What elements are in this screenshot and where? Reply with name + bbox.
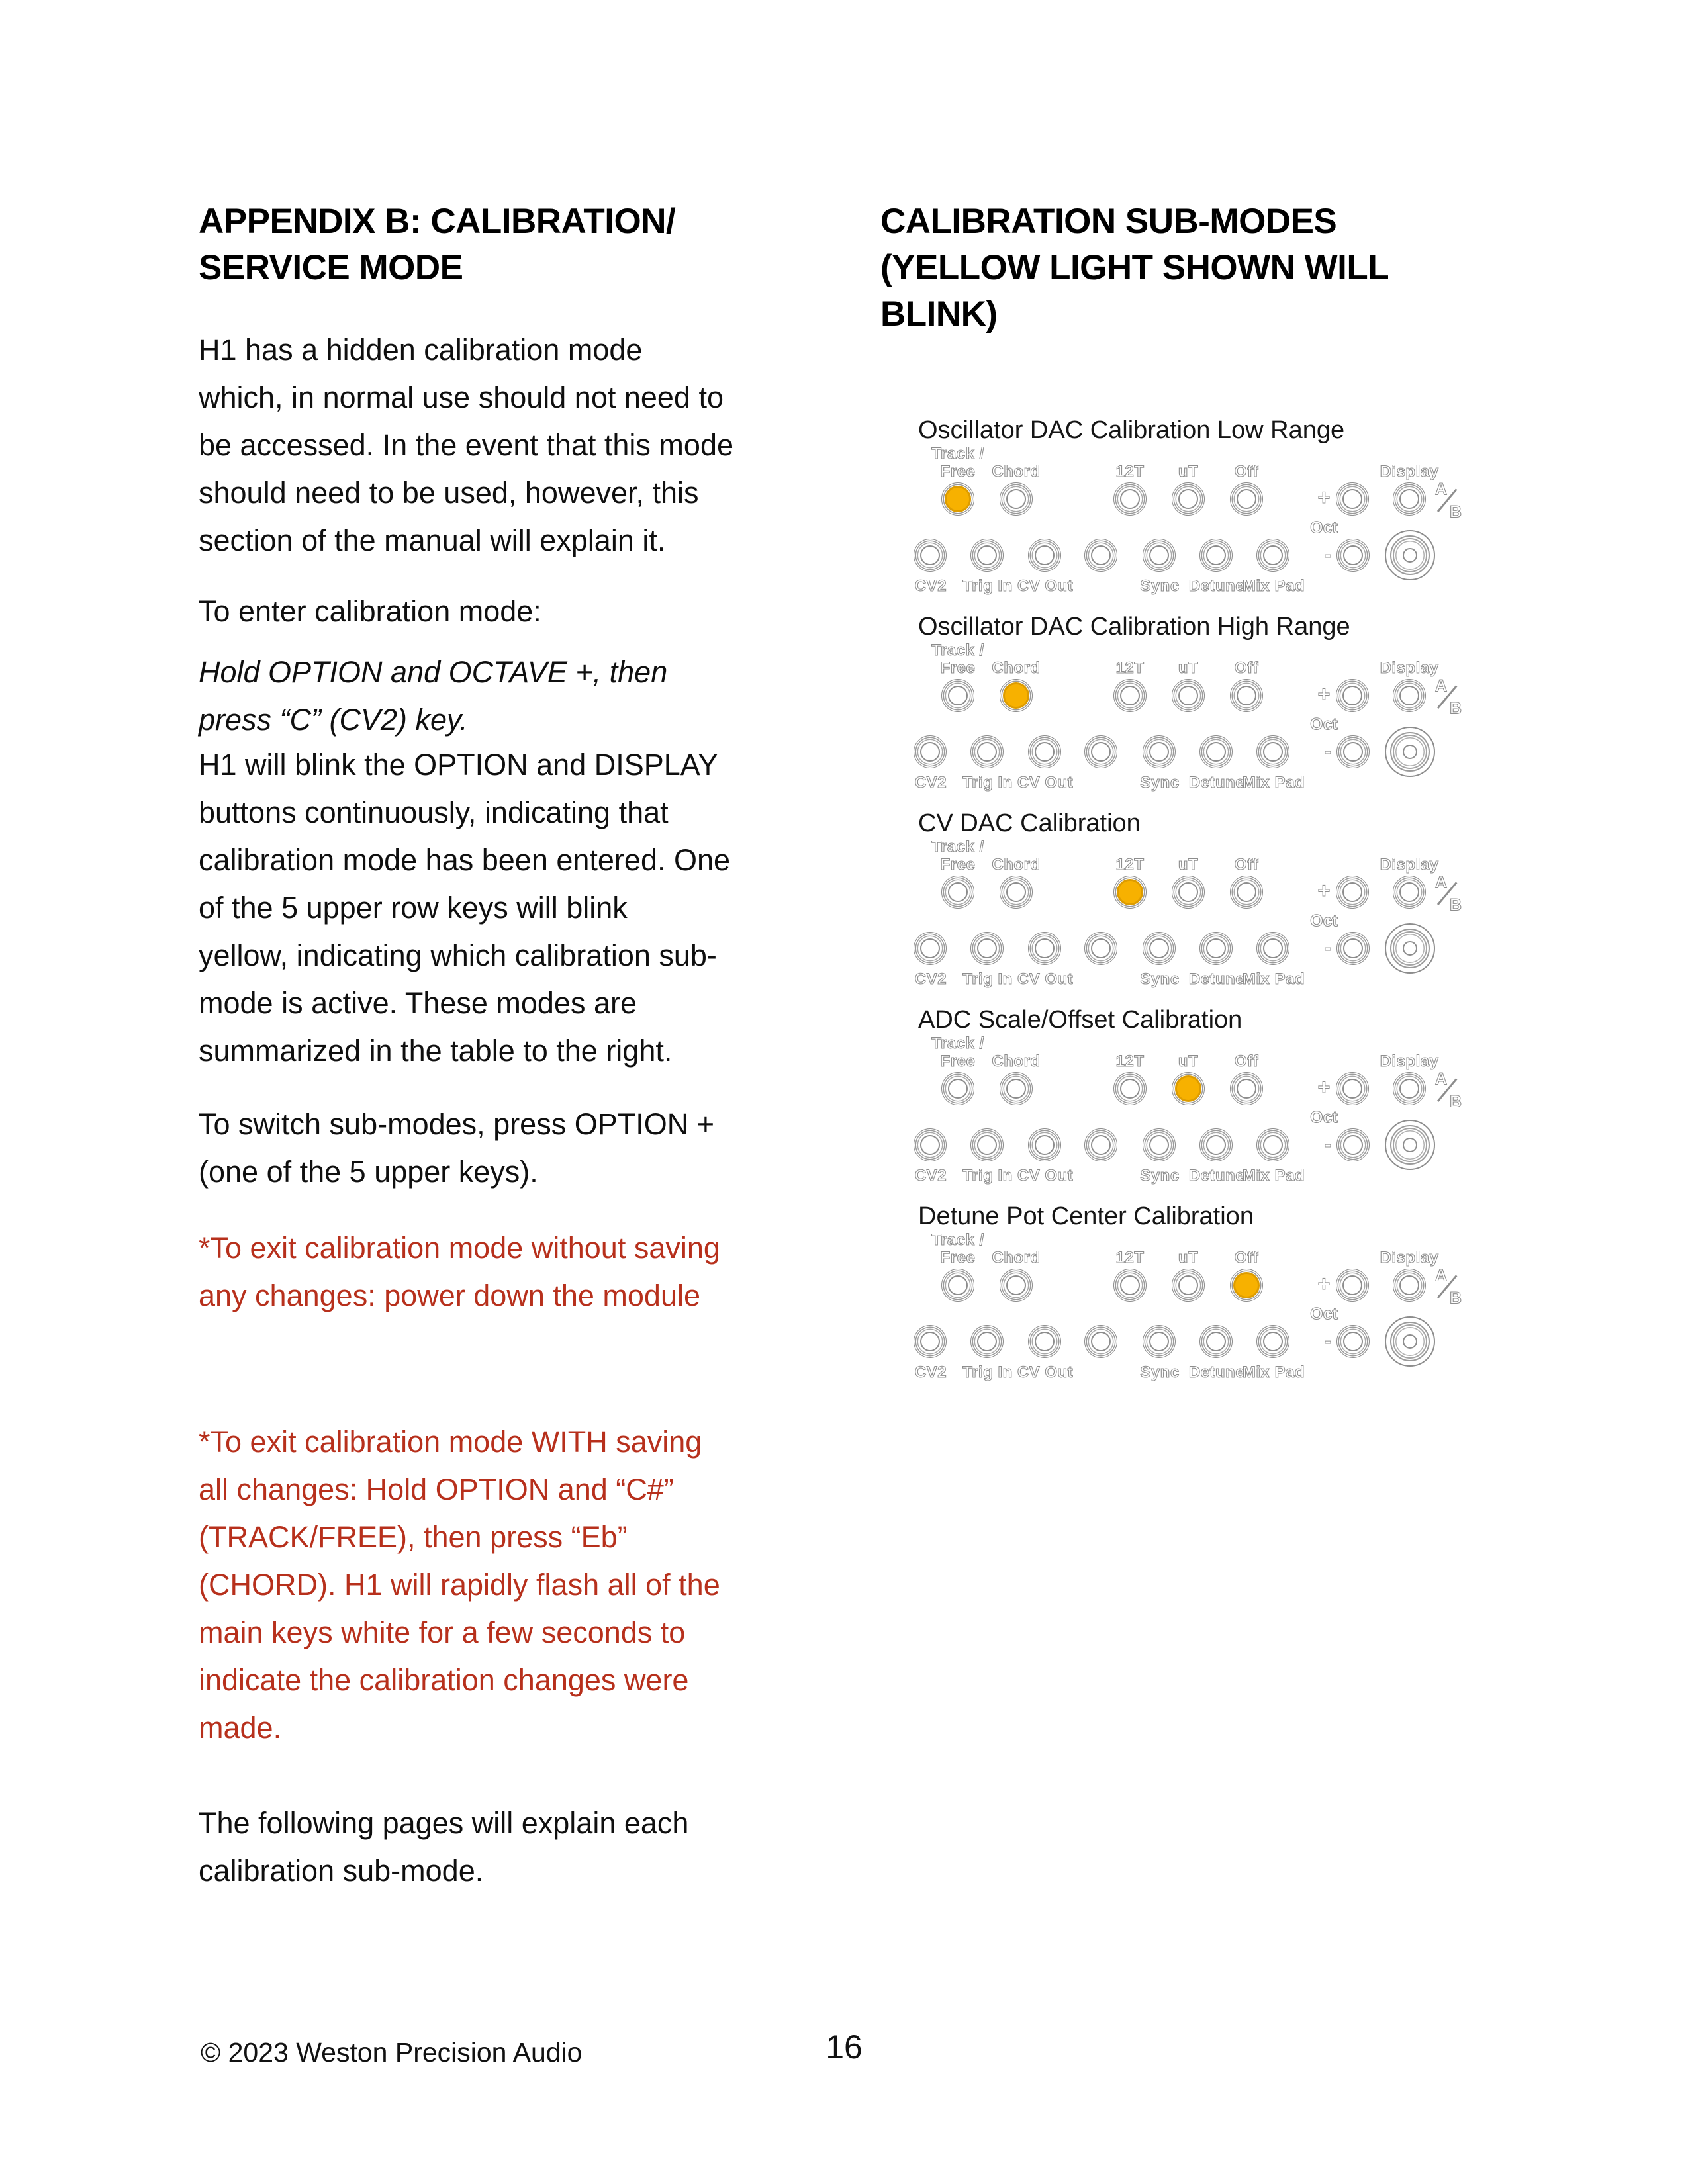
- label-line: Chord: [992, 463, 1041, 480]
- diagram-title: Detune Pot Center Calibration: [918, 1203, 1254, 1230]
- label-mix-pad: Mix Pad: [1242, 577, 1305, 595]
- label-line: uT: [1178, 1052, 1199, 1070]
- label-sync: Sync: [1140, 1363, 1180, 1381]
- oct-label: Oct: [1310, 715, 1338, 734]
- label-off: [1235, 463, 1258, 480]
- encoder-knob: [1385, 727, 1435, 777]
- label-chord: [992, 659, 1040, 677]
- key-12t: [1113, 1072, 1147, 1105]
- text-line: yellow, indicating which calibration sub-: [199, 938, 717, 972]
- text-line: (CHORD). H1 will rapidly flash all of the: [199, 1568, 720, 1602]
- key-trig-in: [970, 539, 1004, 572]
- key-track-free: [941, 876, 974, 909]
- label-cv-out: CV Out: [1017, 970, 1074, 988]
- display-a-label: A: [1434, 676, 1448, 696]
- key-track-free: [941, 1269, 974, 1302]
- label-sync: Sync: [1140, 774, 1180, 792]
- text-line: main keys white for a few seconds to: [199, 1615, 686, 1649]
- diagram-title: Oscillator DAC Calibration Low Range: [918, 416, 1345, 444]
- label-line: 12T: [1115, 463, 1145, 480]
- text-line: The following pages will explain each: [199, 1806, 689, 1840]
- octave-plus-label: +: [1317, 878, 1331, 903]
- heading-line: APPENDIX B: CALIBRATION/: [199, 202, 676, 241]
- paragraph: [199, 1224, 927, 1320]
- label-line: Off: [1234, 463, 1259, 480]
- label-line: Chord: [992, 1249, 1041, 1267]
- label-line: Free: [940, 856, 976, 874]
- label-trig-in: Trig In: [962, 970, 1013, 988]
- key-mix-pad: [1256, 1325, 1289, 1358]
- label-detune: Detune: [1188, 970, 1245, 988]
- key-sync: [1143, 539, 1176, 572]
- label-track-free: [931, 445, 984, 480]
- text-line: all changes: Hold OPTION and “C#”: [199, 1473, 674, 1506]
- label-track-free: [931, 641, 984, 677]
- label-12t: [1116, 659, 1145, 677]
- label-mix-pad: Mix Pad: [1242, 970, 1305, 988]
- display-a-label: A: [1434, 873, 1448, 892]
- key-12t: [1113, 679, 1147, 712]
- label-mix-pad: Mix Pad: [1242, 1167, 1305, 1185]
- text-line: indicate the calibration changes were: [199, 1663, 689, 1697]
- display-a-label: A: [1434, 480, 1448, 499]
- label-line: Off: [1234, 1249, 1259, 1267]
- octave-plus-label: +: [1317, 682, 1331, 706]
- label-trig-in: Trig In: [962, 1167, 1013, 1185]
- label-off: [1235, 1249, 1258, 1267]
- key-12t: [1113, 1269, 1147, 1302]
- label-line: uT: [1178, 856, 1199, 874]
- octave-minus-label: -: [1324, 1328, 1332, 1353]
- text-line: should need to be used, however, this: [199, 476, 699, 510]
- label-line: Free: [940, 463, 976, 480]
- key-octave-plus: [1336, 1269, 1369, 1302]
- label-cv2: CV2: [914, 970, 947, 988]
- text-line: press “C” (CV2) key.: [199, 703, 468, 737]
- diagram-title: CV DAC Calibration: [918, 809, 1141, 837]
- text-line: section of the manual will explain it.: [199, 523, 666, 557]
- heading-line: BLINK): [880, 295, 998, 334]
- label-detune: Detune: [1188, 1363, 1245, 1381]
- label-mix-pad: Mix Pad: [1242, 774, 1305, 792]
- label-chord: [992, 1249, 1040, 1267]
- label-line: uT: [1178, 659, 1199, 677]
- key-octave-minus: [1336, 1128, 1370, 1161]
- text-line: mode is active. These modes are: [199, 986, 637, 1020]
- label-trig-in: Trig In: [962, 577, 1013, 595]
- text-line: which, in normal use should not need to: [199, 381, 724, 414]
- octave-plus-label: +: [1317, 485, 1331, 510]
- key-cv-out: [1028, 735, 1061, 768]
- label-chord: [992, 1052, 1040, 1070]
- label-trig-in: Trig In: [962, 1363, 1013, 1381]
- label-track-free: [931, 1231, 984, 1267]
- key-chord: [1000, 1072, 1033, 1105]
- label-line: 12T: [1115, 856, 1145, 874]
- label-cv-out: CV Out: [1017, 1167, 1074, 1185]
- label-line: Free: [940, 1249, 976, 1267]
- encoder-knob: [1385, 1316, 1435, 1367]
- text-line: of the 5 upper row keys will blink: [199, 891, 628, 925]
- label-line: Free: [940, 659, 976, 677]
- oct-label: Oct: [1310, 1304, 1338, 1324]
- key-octave-minus: [1336, 735, 1370, 768]
- label-mix-pad: Mix Pad: [1242, 1363, 1305, 1381]
- key-display: [1393, 1269, 1426, 1302]
- key-octave-plus: [1336, 679, 1369, 712]
- key-sync: [1143, 1325, 1176, 1358]
- diagram-title: Oscillator DAC Calibration High Range: [918, 613, 1350, 641]
- label-off: [1235, 856, 1258, 874]
- label-cv2: CV2: [914, 1363, 947, 1381]
- label-chord: [992, 856, 1040, 874]
- diagram-submode-5: [880, 1203, 1503, 1398]
- key-track-free: [941, 679, 974, 712]
- label-detune: Detune: [1188, 774, 1245, 792]
- label-line: Off: [1234, 856, 1259, 874]
- label-cv2: CV2: [914, 1167, 947, 1185]
- label-12t: [1116, 463, 1145, 480]
- encoder-knob: [1385, 1120, 1435, 1170]
- label-line: Off: [1234, 659, 1259, 677]
- label-ut: [1178, 659, 1198, 677]
- key-12t: [1113, 482, 1147, 516]
- label-cv-out: CV Out: [1017, 774, 1074, 792]
- text-line: be accessed. In the event that this mode: [199, 428, 734, 462]
- label-display: Display: [1380, 1052, 1439, 1070]
- text-line: To switch sub-modes, press OPTION +: [199, 1107, 714, 1141]
- key-detune: [1199, 735, 1233, 768]
- key-cv-out: [1028, 1325, 1061, 1358]
- key-sync: [1143, 1128, 1176, 1161]
- key-cv-out: [1028, 1128, 1061, 1161]
- key-detune: [1199, 1128, 1233, 1161]
- label-12t: [1116, 856, 1145, 874]
- key-track-free: [941, 482, 974, 516]
- text-line: (TRACK/FREE), then press “Eb”: [199, 1520, 628, 1554]
- text-line: buttons continuously, indicating that: [199, 796, 669, 829]
- label-line: 12T: [1115, 659, 1145, 677]
- label-line: Off: [1234, 1052, 1259, 1070]
- label-chord: [992, 463, 1040, 480]
- key-sync: [1143, 932, 1176, 965]
- text-line: H1 will blink the OPTION and DISPLAY: [199, 748, 718, 782]
- display-b-label: B: [1449, 895, 1462, 915]
- key-octave-plus: [1336, 1072, 1369, 1105]
- label-line: uT: [1178, 1249, 1199, 1267]
- display-b-label: B: [1449, 502, 1462, 522]
- label-display: Display: [1380, 659, 1439, 677]
- key-chord: [1000, 1269, 1033, 1302]
- key-trig-in: [970, 1128, 1004, 1161]
- label-track-free: [931, 838, 984, 874]
- encoder-knob: [1385, 530, 1435, 580]
- key-off: [1230, 482, 1263, 516]
- paragraph: [199, 588, 927, 635]
- appendix-heading: [199, 199, 675, 291]
- paragraph: [199, 649, 927, 744]
- label-line: Chord: [992, 659, 1041, 677]
- key-chord: [1000, 876, 1033, 909]
- label-display: Display: [1380, 463, 1439, 480]
- label-ut: [1178, 1052, 1198, 1070]
- label-line: 12T: [1115, 1052, 1145, 1070]
- text-line: H1 has a hidden calibration mode: [199, 333, 643, 367]
- octave-plus-label: +: [1317, 1075, 1331, 1099]
- key-octave-minus: [1336, 1325, 1370, 1358]
- label-off: [1235, 1052, 1258, 1070]
- paragraph: [199, 741, 927, 1075]
- paragraph: [199, 1101, 927, 1196]
- key-mix-pad: [1256, 932, 1289, 965]
- key-sync: [1143, 735, 1176, 768]
- key-off: [1230, 1072, 1263, 1105]
- key-octave-plus: [1336, 876, 1369, 909]
- diagram-submode-3: [880, 809, 1503, 1005]
- display-a-label: A: [1434, 1266, 1448, 1285]
- key-ut: [1172, 1269, 1205, 1302]
- key-chord: [1000, 679, 1033, 712]
- key-blank: [1084, 1325, 1117, 1358]
- key-track-free: [941, 1072, 974, 1105]
- label-display: Display: [1380, 1249, 1439, 1267]
- diagram-submode-1: [880, 416, 1503, 612]
- diagram-submode-4: [880, 1006, 1503, 1201]
- label-line: Track /: [931, 1034, 984, 1052]
- key-cv2: [914, 1128, 947, 1161]
- label-ut: [1178, 856, 1198, 874]
- label-line: Track /: [931, 641, 984, 659]
- key-trig-in: [970, 1325, 1004, 1358]
- label-trig-in: Trig In: [962, 774, 1013, 792]
- key-mix-pad: [1256, 735, 1289, 768]
- text-line: calibration sub-mode.: [199, 1854, 484, 1888]
- label-line: Track /: [931, 445, 984, 463]
- text-line: calibration mode has been entered. One: [199, 843, 731, 877]
- text-line: (one of the 5 upper keys).: [199, 1155, 538, 1189]
- key-ut: [1172, 1072, 1205, 1105]
- label-ut: [1178, 463, 1198, 480]
- label-track-free: [931, 1034, 984, 1070]
- submodes-heading: [880, 199, 1389, 338]
- oct-label: Oct: [1310, 1108, 1338, 1127]
- text-line: any changes: power down the module: [199, 1279, 700, 1312]
- page-number: 16: [825, 2028, 863, 2066]
- display-b-label: B: [1449, 1092, 1462, 1111]
- label-detune: Detune: [1188, 1167, 1245, 1185]
- oct-label: Oct: [1310, 911, 1338, 931]
- display-b-label: B: [1449, 699, 1462, 718]
- key-octave-plus: [1336, 482, 1369, 516]
- heading-line: SERVICE MODE: [199, 248, 463, 287]
- diagram-submode-2: [880, 613, 1503, 808]
- oct-label: Oct: [1310, 518, 1338, 537]
- label-off: [1235, 659, 1258, 677]
- octave-minus-label: -: [1324, 935, 1332, 960]
- key-off: [1230, 679, 1263, 712]
- key-blank: [1084, 539, 1117, 572]
- key-ut: [1172, 482, 1205, 516]
- octave-minus-label: -: [1324, 1132, 1332, 1156]
- text-line: summarized in the table to the right.: [199, 1034, 673, 1068]
- key-octave-minus: [1336, 932, 1370, 965]
- key-cv-out: [1028, 539, 1061, 572]
- key-blank: [1084, 735, 1117, 768]
- text-line: To enter calibration mode:: [199, 594, 541, 628]
- label-12t: [1116, 1052, 1145, 1070]
- heading-line: CALIBRATION SUB-MODES: [880, 202, 1337, 241]
- key-mix-pad: [1256, 1128, 1289, 1161]
- label-line: Track /: [931, 1231, 984, 1249]
- diagram-title: ADC Scale/Offset Calibration: [918, 1006, 1243, 1034]
- text-line: *To exit calibration mode WITH saving: [199, 1425, 702, 1459]
- footer-copyright: © 2023 Weston Precision Audio: [201, 2037, 583, 2068]
- label-cv-out: CV Out: [1017, 577, 1074, 595]
- key-chord: [1000, 482, 1033, 516]
- octave-minus-label: -: [1324, 542, 1332, 567]
- key-cv2: [914, 932, 947, 965]
- label-line: Chord: [992, 1052, 1041, 1070]
- octave-plus-label: +: [1317, 1271, 1331, 1296]
- key-cv2: [914, 735, 947, 768]
- key-mix-pad: [1256, 539, 1289, 572]
- label-line: uT: [1178, 463, 1199, 480]
- paragraph: [199, 1799, 927, 1895]
- paragraph: [199, 1418, 927, 1752]
- key-detune: [1199, 539, 1233, 572]
- label-line: 12T: [1115, 1249, 1145, 1267]
- encoder-knob: [1385, 923, 1435, 974]
- key-12t: [1113, 876, 1147, 909]
- key-cv2: [914, 539, 947, 572]
- key-blank: [1084, 932, 1117, 965]
- text-line: Hold OPTION and OCTAVE +, then: [199, 655, 668, 689]
- key-off: [1230, 876, 1263, 909]
- key-display: [1393, 1072, 1426, 1105]
- label-sync: Sync: [1140, 1167, 1180, 1185]
- label-line: Free: [940, 1052, 976, 1070]
- key-ut: [1172, 876, 1205, 909]
- key-cv2: [914, 1325, 947, 1358]
- key-display: [1393, 482, 1426, 516]
- key-trig-in: [970, 735, 1004, 768]
- label-ut: [1178, 1249, 1198, 1267]
- key-trig-in: [970, 932, 1004, 965]
- heading-line: (YELLOW LIGHT SHOWN WILL: [880, 248, 1389, 287]
- label-cv-out: CV Out: [1017, 1363, 1074, 1381]
- label-sync: Sync: [1140, 577, 1180, 595]
- label-display: Display: [1380, 856, 1439, 874]
- label-line: Chord: [992, 856, 1041, 874]
- octave-minus-label: -: [1324, 739, 1332, 763]
- display-a-label: A: [1434, 1069, 1448, 1089]
- key-detune: [1199, 1325, 1233, 1358]
- key-cv-out: [1028, 932, 1061, 965]
- label-cv2: CV2: [914, 577, 947, 595]
- key-display: [1393, 876, 1426, 909]
- label-sync: Sync: [1140, 970, 1180, 988]
- paragraph: [199, 326, 927, 565]
- key-ut: [1172, 679, 1205, 712]
- key-off: [1230, 1269, 1263, 1302]
- key-display: [1393, 679, 1426, 712]
- text-line: made.: [199, 1711, 282, 1745]
- text-line: *To exit calibration mode without saving: [199, 1231, 720, 1265]
- label-cv2: CV2: [914, 774, 947, 792]
- key-blank: [1084, 1128, 1117, 1161]
- key-detune: [1199, 932, 1233, 965]
- label-detune: Detune: [1188, 577, 1245, 595]
- label-12t: [1116, 1249, 1145, 1267]
- display-b-label: B: [1449, 1289, 1462, 1308]
- key-octave-minus: [1336, 539, 1370, 572]
- label-line: Track /: [931, 838, 984, 856]
